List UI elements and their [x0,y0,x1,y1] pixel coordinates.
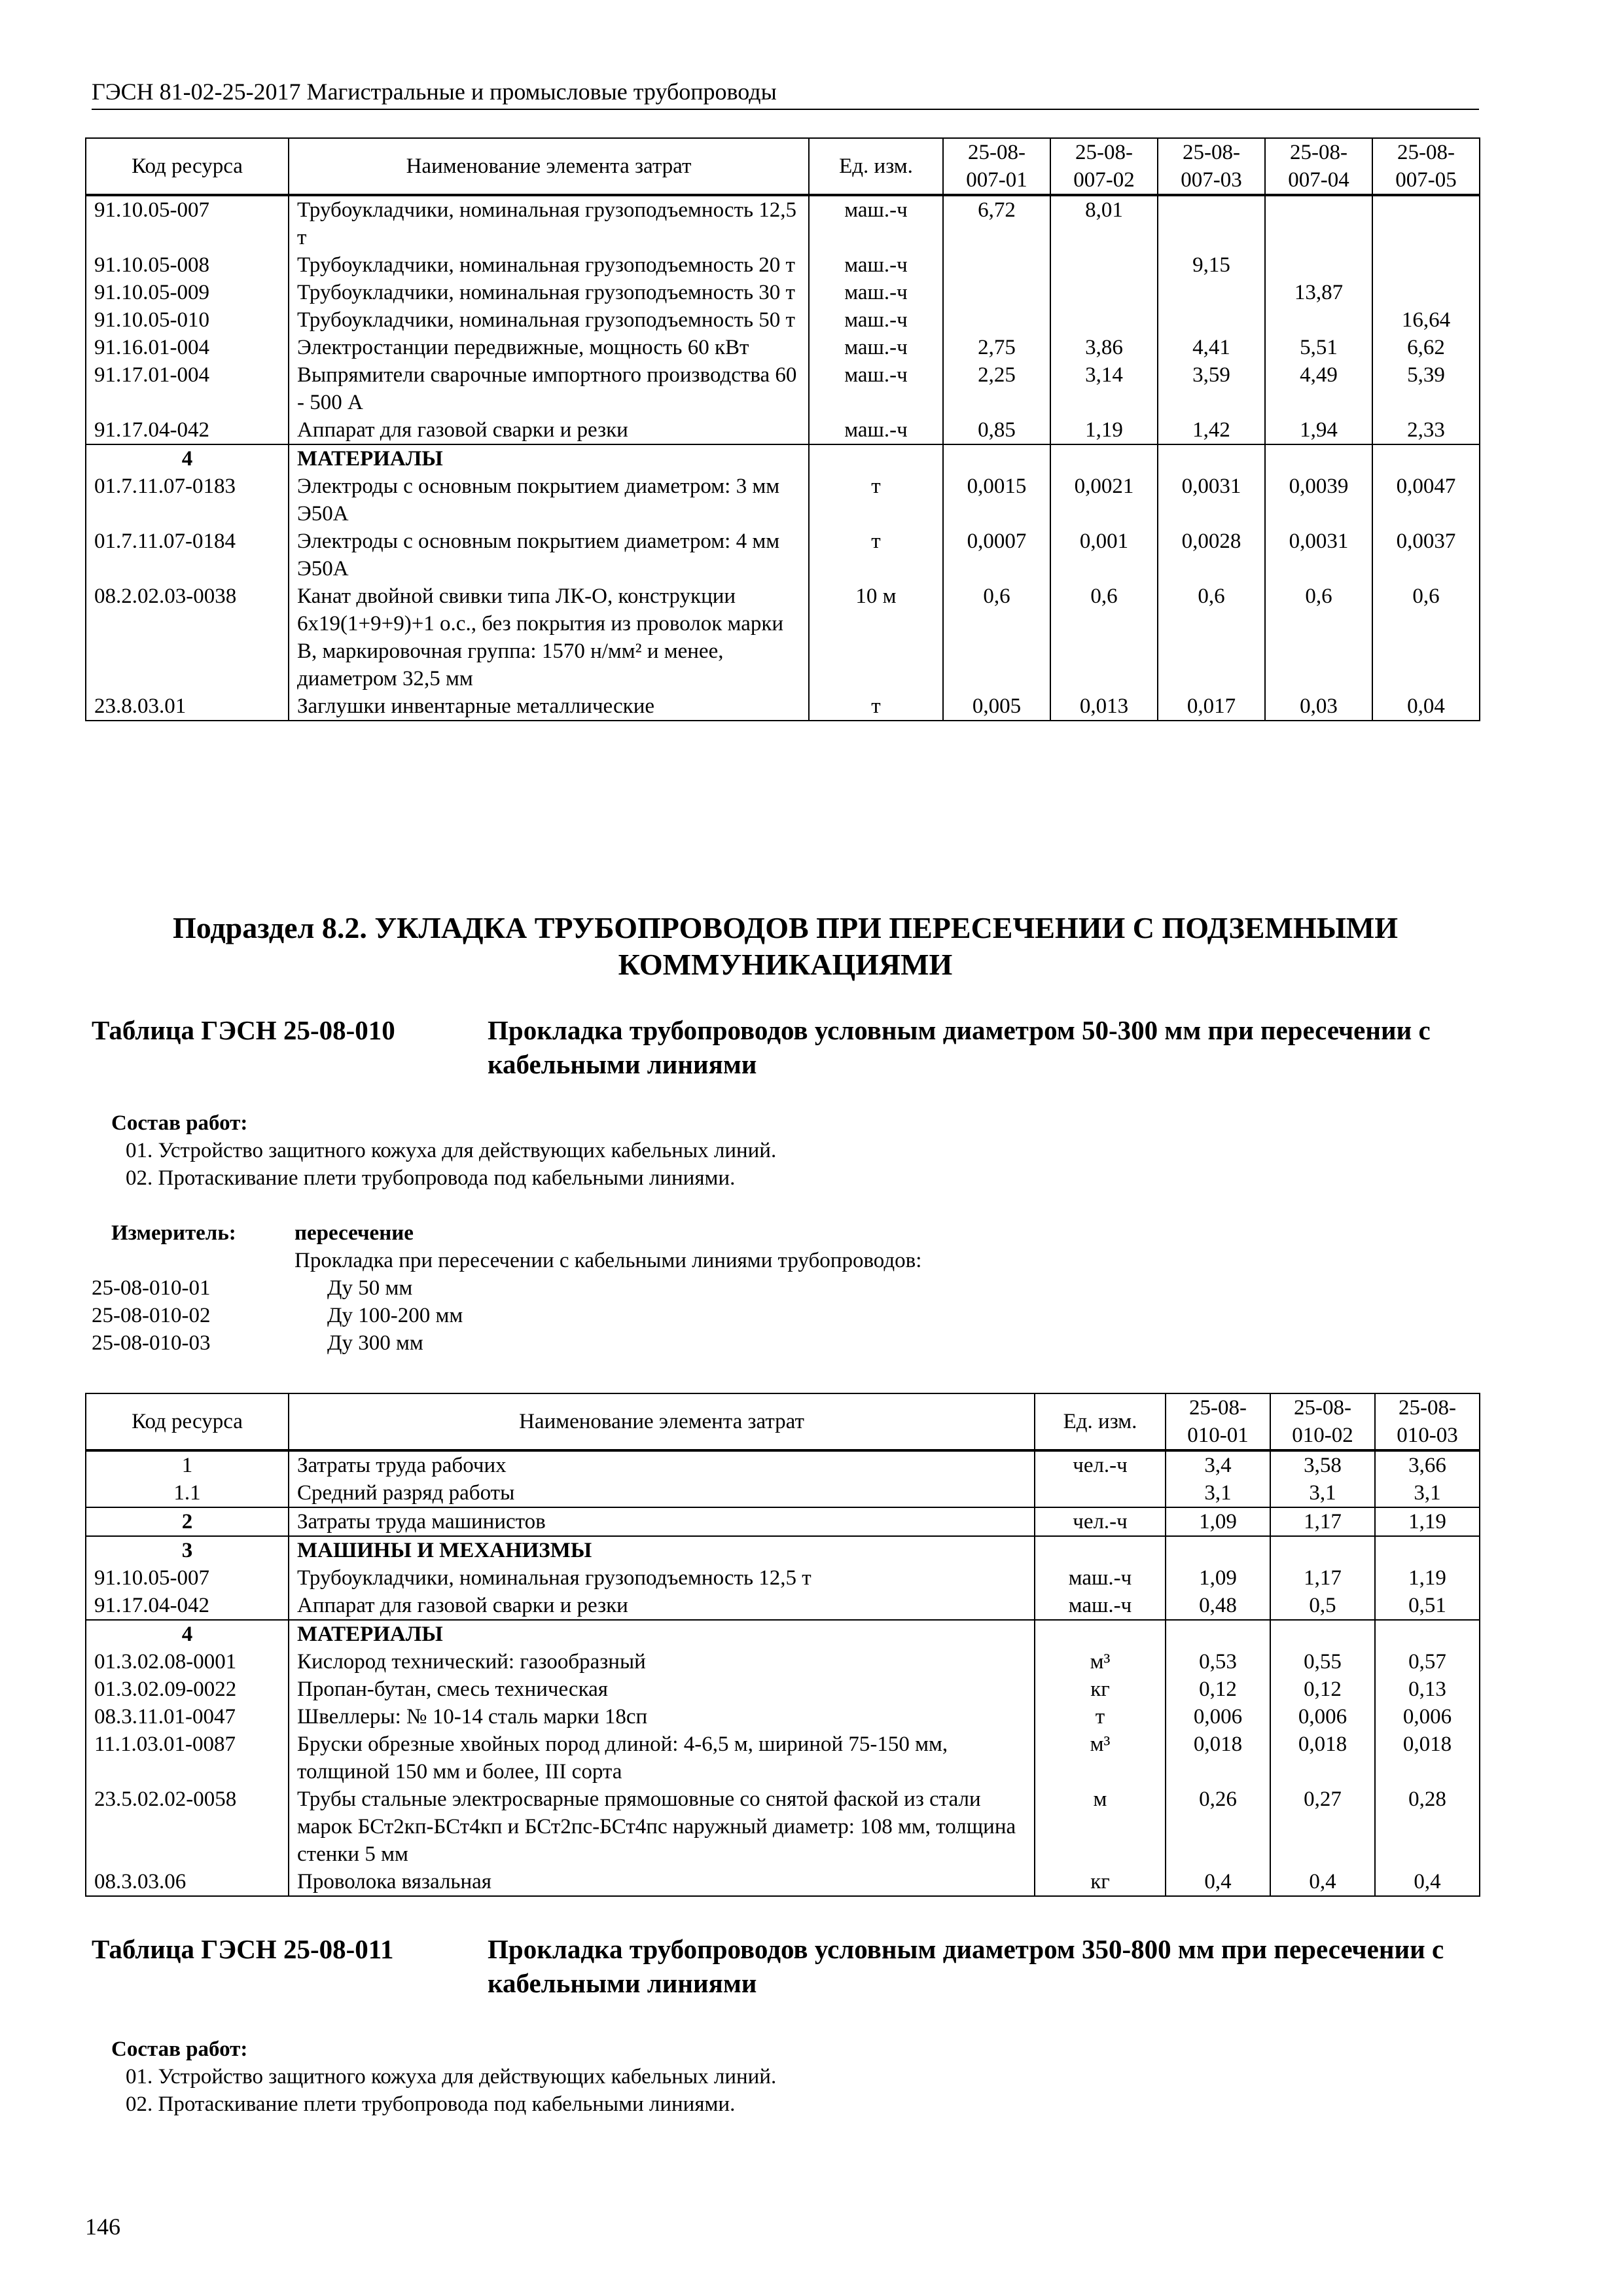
norm-value: 0,006 [1270,1703,1375,1731]
norm-value: 3,66 [1375,1450,1480,1479]
table-row [86,416,1480,444]
norm-value [1265,195,1372,251]
norm-value: 0,51 [1375,1592,1480,1620]
norm-value: 0,005 [943,692,1050,721]
norm-value: 0,0039 [1265,473,1372,528]
resource-unit: маш.-ч [809,361,943,416]
table-header-row [86,138,1480,195]
norm-value: 0,6 [1050,583,1158,692]
norm-value: 0,0047 [1372,473,1480,528]
table-header-row [86,1393,1480,1450]
col-header-norm: 25-08-007-05 [1372,138,1480,195]
norm-value [1158,306,1265,334]
norm-value: 0,6 [1372,583,1480,692]
resource-code: 91.10.05-007 [86,195,289,251]
page-number: 146 [85,2214,120,2240]
col-header-norm: 25-08-007-04 [1265,138,1372,195]
norm-value: 0,006 [1375,1703,1480,1731]
col-header-norm: 25-08-007-02 [1050,138,1158,195]
norm-value: 1,94 [1265,416,1372,444]
table-row [86,334,1480,361]
norm-value: 1,19 [1050,416,1158,444]
group-title: МАШИНЫ И МЕХАНИЗМЫ [289,1536,1035,1564]
norm-value: 0,018 [1166,1731,1270,1785]
resource-unit: маш.-ч [809,279,943,306]
resource-code: 23.5.02.02-0058 [86,1785,289,1868]
norm-value [1158,444,1265,473]
table-row [86,361,1480,416]
table-row [86,692,1480,721]
norm-diameter: Ду 300 мм [327,1331,423,1355]
work-composition-011 [111,2036,1472,2118]
resource-unit: м³ [1035,1648,1166,1676]
resource-code: 01.3.02.09-0022 [86,1676,289,1703]
norm-value: 0,0015 [943,473,1050,528]
norm-diameter: Ду 100-200 мм [327,1304,463,1327]
resource-code: 11.1.03.01-0087 [86,1731,289,1785]
col-header-unit: Ед. изм. [809,138,943,195]
norm-value: 0,4 [1270,1868,1375,1896]
col-header-norm: 25-08-010-02 [1270,1393,1375,1450]
norm-code: 25-08-010-01 [92,1276,211,1300]
norm-value: 4,41 [1158,334,1265,361]
resource-unit: маш.-ч [809,195,943,251]
norm-value: 3,58 [1270,1450,1375,1479]
resource-name: Трубоукладчики, номинальная грузоподъемность 12,5 т [289,195,809,251]
table-heading-010 [92,1013,1479,1085]
norm-value: 6,72 [943,195,1050,251]
norm-value: 1,09 [1166,1507,1270,1536]
work-step: 02. Протаскивание плети трубопровода под кабельными линиями. [126,1166,736,1190]
norm-value: 9,15 [1158,251,1265,279]
norm-value: 0,5 [1270,1592,1375,1620]
norm-value [1265,251,1372,279]
resource-name: Аппарат для газовой сварки и резки [289,1592,1035,1620]
resource-name: Швеллеры: № 10-14 сталь марки 18сп [289,1703,1035,1731]
group-title: МАТЕРИАЛЫ [289,1620,1035,1648]
resource-name: Трубоукладчики, номинальная грузоподъемность 50 т [289,306,809,334]
norm-value: 0,4 [1375,1868,1480,1896]
norm-value: 3,59 [1158,361,1265,416]
meter-unit: пересечение [294,1221,414,1245]
norm-value [1265,306,1372,334]
work-step: 02. Протаскивание плети трубопровода под кабельными линиями. [126,2092,736,2116]
resource-code: 91.10.05-009 [86,279,289,306]
norm-value: 0,4 [1166,1868,1270,1896]
norm-value: 3,14 [1050,361,1158,416]
resource-code: 91.10.05-008 [86,251,289,279]
table-row [86,1564,1480,1592]
norm-value: 0,03 [1265,692,1372,721]
resource-unit: чел.-ч [1035,1507,1166,1536]
norm-value: 0,017 [1158,692,1265,721]
resource-name: Проволока вязальная [289,1868,1035,1896]
resource-name: Затраты труда рабочих [289,1450,1035,1479]
norm-value: 0,0007 [943,528,1050,583]
norm-value: 0,48 [1166,1592,1270,1620]
work-composition-label: Состав работ: [111,1111,248,1135]
group-row [86,1620,1480,1648]
norm-code: 25-08-010-03 [92,1331,211,1355]
table-row [86,1785,1480,1868]
table-code: Таблица ГЭСН 25-08-011 [92,1934,394,1964]
norm-value: 0,27 [1270,1785,1375,1868]
resource-name: Трубы стальные электросварные прямошовные со снятой фаской из стали марок БСт2кп-БСт4кп и БСт2пс-БСт4пс наружный диаметр: 108 мм, толщина стенки 5 мм [289,1785,1035,1868]
norm-value: 3,86 [1050,334,1158,361]
resource-code: 91.17.04-042 [86,416,289,444]
norm-value: 0,6 [943,583,1050,692]
resource-unit [1035,1620,1166,1648]
norm-value: 2,25 [943,361,1050,416]
norm-value: 0,12 [1166,1676,1270,1703]
table-row [86,1479,1480,1507]
resource-code: 91.17.04-042 [86,1592,289,1620]
table-row [86,1868,1480,1896]
col-header-name: Наименование элемента затрат [289,1393,1035,1450]
resource-unit: кг [1035,1676,1166,1703]
table-row [86,1592,1480,1620]
group-row [86,444,1480,473]
resource-unit [809,444,943,473]
col-header-norm: 25-08-010-03 [1375,1393,1480,1450]
norm-value [1166,1620,1270,1648]
norm-value [1050,306,1158,334]
group-row [86,1536,1480,1564]
table-row [86,583,1480,692]
resource-name: Выпрямители сварочные импортного производства 60 - 500 А [289,361,809,416]
resource-unit: маш.-ч [809,416,943,444]
resource-unit: т [809,692,943,721]
resource-unit: м³ [1035,1731,1166,1785]
norm-value: 0,85 [943,416,1050,444]
norm-value: 1,42 [1158,416,1265,444]
norm-value [1050,444,1158,473]
resource-code: 23.8.03.01 [86,692,289,721]
norm-value: 0,13 [1375,1676,1480,1703]
resource-name: Пропан-бутан, смесь техническая [289,1676,1035,1703]
norm-value: 1,19 [1375,1564,1480,1592]
group-number: 4 [86,444,289,473]
work-step: 01. Устройство защитного кожуха для действующих кабельных линий. [126,2065,777,2089]
resource-code: 91.10.05-007 [86,1564,289,1592]
norm-value: 0,0037 [1372,528,1480,583]
resource-unit: маш.-ч [1035,1564,1166,1592]
norm-value [943,251,1050,279]
norm-value: 0,0031 [1265,528,1372,583]
norm-value: 0,57 [1375,1648,1480,1676]
resource-code: 01.7.11.07-0183 [86,473,289,528]
norm-value [1166,1536,1270,1564]
resource-unit [1035,1479,1166,1507]
table-row [86,195,1480,251]
meter-label: Измеритель: [111,1221,236,1245]
section-title: Подраздел 8.2. УКЛАДКА ТРУБОПРОВОДОВ ПРИ ПЕРЕСЕЧЕНИИ С ПОДЗЕМНЫМИ КОММУНИКАЦИЯМИ [172,911,1399,981]
norm-value [1158,195,1265,251]
col-header-code: Код ресурса [86,1393,289,1450]
resource-unit: т [809,473,943,528]
norm-value [1158,279,1265,306]
norm-table-007 [85,137,1480,721]
norm-value: 3,1 [1270,1479,1375,1507]
resource-unit: маш.-ч [809,251,943,279]
norm-value: 3,1 [1166,1479,1270,1507]
group-title: МАТЕРИАЛЫ [289,444,809,473]
resource-name: Трубоукладчики, номинальная грузоподъемность 30 т [289,279,809,306]
resource-name: Трубоукладчики, номинальная грузоподъемность 20 т [289,251,809,279]
norm-value [1270,1620,1375,1648]
norm-value: 1,17 [1270,1564,1375,1592]
norm-value [1372,279,1480,306]
norm-value [943,306,1050,334]
table-title: Прокладка трубопроводов условным диаметром 350-800 мм при пересечении с кабельными линиями [488,1934,1444,1998]
col-header-name: Наименование элемента затрат [289,138,809,195]
group-number: 3 [86,1536,289,1564]
table-row [86,279,1480,306]
col-header-code: Код ресурса [86,138,289,195]
norm-value [1372,444,1480,473]
norm-value: 3,4 [1166,1450,1270,1479]
norm-value: 16,64 [1372,306,1480,334]
resource-code: 08.3.11.01-0047 [86,1703,289,1731]
norm-value: 1,17 [1270,1507,1375,1536]
norm-value: 1,09 [1166,1564,1270,1592]
group-number: 2 [86,1507,289,1536]
resource-unit: 10 м [809,583,943,692]
norm-value: 0,04 [1372,692,1480,721]
table-row [86,1507,1480,1536]
table-row [86,1703,1480,1731]
norm-value: 0,0028 [1158,528,1265,583]
table-row [86,1648,1480,1676]
norm-value [1270,1536,1375,1564]
norm-value: 0,018 [1375,1731,1480,1785]
resource-name: Кислород технический: газообразный [289,1648,1035,1676]
resource-code: 01.7.11.07-0184 [86,528,289,583]
table-row [86,1731,1480,1785]
norm-value [943,444,1050,473]
resource-unit [1035,1536,1166,1564]
norm-value [1375,1620,1480,1648]
running-header: ГЭСН 81-02-25-2017 Магистральные и промысловые трубопроводы [92,77,1479,110]
norm-table-010 [85,1393,1480,1897]
resource-unit: маш.-ч [809,306,943,334]
norm-code: 25-08-010-02 [92,1304,211,1327]
resource-name: Средний разряд работы [289,1479,1035,1507]
col-header-norm: 25-08-007-01 [943,138,1050,195]
table-code: Таблица ГЭСН 25-08-010 [92,1015,395,1045]
norm-value [1050,251,1158,279]
resource-code: 1.1 [86,1479,289,1507]
table-row [86,528,1480,583]
norm-value: 0,013 [1050,692,1158,721]
norm-diameter: Ду 50 мм [327,1276,413,1300]
work-step: 01. Устройство защитного кожуха для действующих кабельных линий. [126,1139,777,1162]
norm-value: 0,0031 [1158,473,1265,528]
meter-description: Прокладка при пересечении с кабельными линиями трубопроводов: [294,1249,922,1272]
resource-unit: чел.-ч [1035,1450,1166,1479]
norm-value: 0,018 [1270,1731,1375,1785]
norm-value: 2,33 [1372,416,1480,444]
resource-name: Трубоукладчики, номинальная грузоподъемность 12,5 т [289,1564,1035,1592]
resource-name: Затраты труда машинистов [289,1507,1035,1536]
resource-unit: маш.-ч [1035,1592,1166,1620]
col-header-norm: 25-08-010-01 [1166,1393,1270,1450]
resource-code: 08.3.03.06 [86,1868,289,1896]
norm-value: 3,1 [1375,1479,1480,1507]
resource-unit: м [1035,1785,1166,1868]
work-composition-label: Состав работ: [111,2037,248,2061]
resource-code: 1 [86,1450,289,1479]
norm-value: 0,12 [1270,1676,1375,1703]
norm-value: 0,26 [1166,1785,1270,1868]
resource-name: Электроды с основным покрытием диаметром: 3 мм Э50А [289,473,809,528]
norm-value: 0,0021 [1050,473,1158,528]
resource-name: Электроды с основным покрытием диаметром: 4 мм Э50А [289,528,809,583]
table-row [86,1450,1480,1479]
norm-value [1375,1536,1480,1564]
resource-name: Электростанции передвижные, мощность 60 кВт [289,334,809,361]
table-row [86,306,1480,334]
resource-code: 91.17.01-004 [86,361,289,416]
table-row [86,1676,1480,1703]
norm-value: 8,01 [1050,195,1158,251]
resource-name: Заглушки инвентарные металлические [289,692,809,721]
norm-value: 0,006 [1166,1703,1270,1731]
resource-code: 91.10.05-010 [86,306,289,334]
resource-unit: маш.-ч [809,334,943,361]
resource-name: Аппарат для газовой сварки и резки [289,416,809,444]
resource-code: 01.3.02.08-0001 [86,1648,289,1676]
measurement-block [92,1219,1466,1357]
resource-unit: т [1035,1703,1166,1731]
resource-name: Канат двойной свивки типа ЛК-О, конструкции 6х19(1+9+9)+1 о.с., без покрытия из проволок марки В, маркировочная группа: 1570 н/мм² и менее, диаметром 32,5 мм [289,583,809,692]
norm-value: 0,6 [1265,583,1372,692]
group-number: 4 [86,1620,289,1648]
col-header-unit: Ед. изм. [1035,1393,1166,1450]
norm-value: 0,6 [1158,583,1265,692]
norm-value: 0,28 [1375,1785,1480,1868]
col-header-norm: 25-08-007-03 [1158,138,1265,195]
norm-value: 4,49 [1265,361,1372,416]
norm-value [1265,444,1372,473]
table-heading-011 [92,1932,1479,2004]
norm-value: 0,55 [1270,1648,1375,1676]
norm-value: 2,75 [943,334,1050,361]
norm-value: 13,87 [1265,279,1372,306]
table-title: Прокладка трубопроводов условным диаметром 50-300 мм при пересечении с кабельными линиями [488,1015,1431,1079]
resource-code: 91.16.01-004 [86,334,289,361]
norm-value [1372,195,1480,251]
norm-value: 6,62 [1372,334,1480,361]
resource-name: Бруски обрезные хвойных пород длиной: 4-6,5 м, шириной 75-150 мм, толщиной 150 мм и более, III сорта [289,1731,1035,1785]
norm-value: 5,51 [1265,334,1372,361]
table-row [86,251,1480,279]
norm-value [943,279,1050,306]
norm-value: 5,39 [1372,361,1480,416]
norm-value: 1,19 [1375,1507,1480,1536]
norm-value: 0,001 [1050,528,1158,583]
work-composition-010 [111,1109,1472,1192]
norm-value [1050,279,1158,306]
table-row [86,473,1480,528]
resource-unit: т [809,528,943,583]
norm-value: 0,53 [1166,1648,1270,1676]
norm-value [1372,251,1480,279]
resource-unit: кг [1035,1868,1166,1896]
resource-code: 08.2.02.03-0038 [86,583,289,692]
